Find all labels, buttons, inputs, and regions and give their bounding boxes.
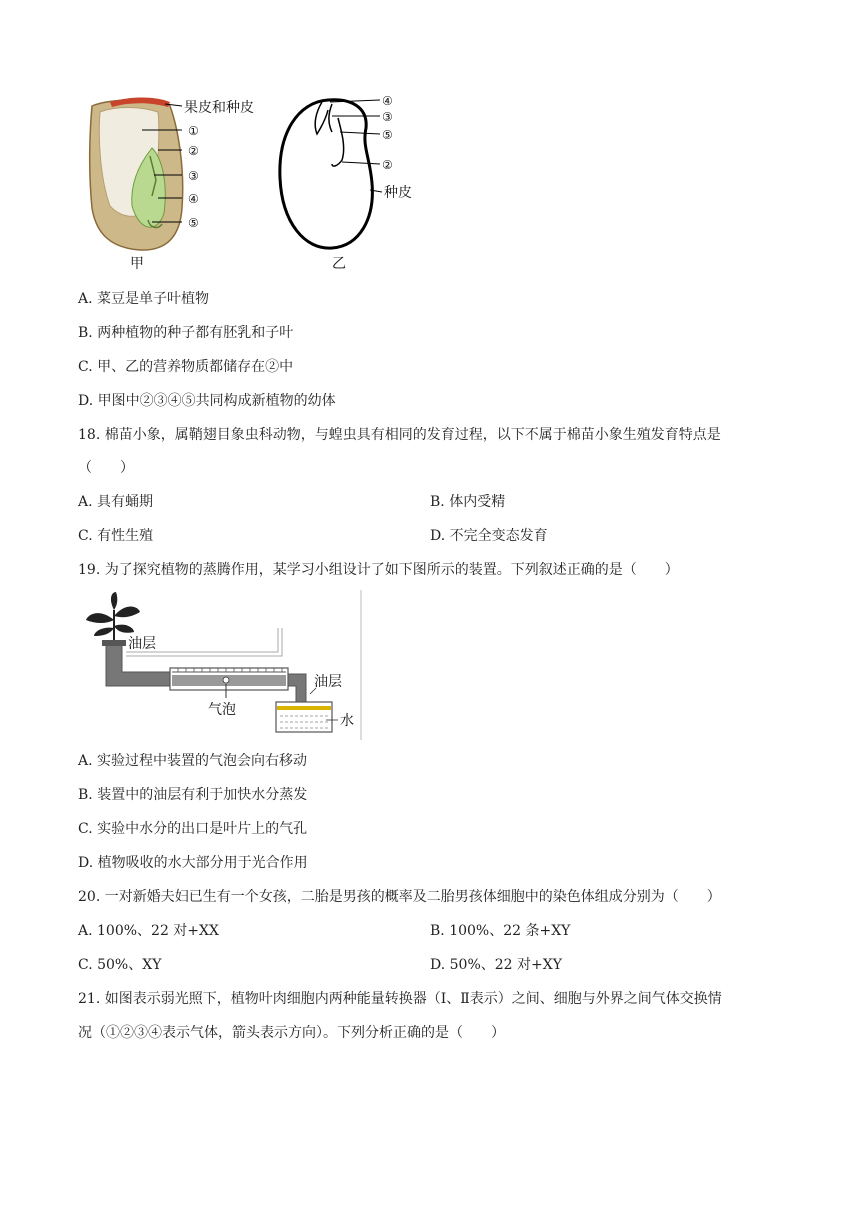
part-label: ⑤: [382, 128, 393, 142]
part-label: ③: [188, 169, 199, 183]
label-water: 水: [340, 713, 354, 729]
part-label: ②: [188, 144, 199, 158]
q17-option-b: B. 两种植物的种子都有胚乳和子叶: [78, 325, 294, 341]
label-pericarp-seedcoat: 果皮和种皮: [184, 100, 254, 116]
label-seedcoat: 种皮: [384, 185, 412, 201]
q19-option-c: C. 实验中水分的出口是叶片上的气孔: [78, 821, 308, 837]
q17-option-c: C. 甲、乙的营养物质都储存在②中: [78, 359, 294, 375]
q20-option-b: B. 100%、22 条+XY: [430, 923, 571, 939]
q18-option-c: C. 有性生殖: [78, 528, 154, 544]
q18-stem-line2: （ ）: [78, 460, 134, 476]
q17-option-a: A. 菜豆是单子叶植物: [78, 291, 210, 307]
q18-option-b: B. 体内受精: [430, 494, 506, 510]
part-label: ②: [382, 158, 393, 172]
bubble-icon: [223, 677, 229, 683]
q19-stem: 19. 为了探究植物的蒸腾作用，某学习小组设计了如下图所示的装置。下列叙述正确的是（ ）: [78, 562, 679, 578]
caption-yi: 乙: [332, 256, 346, 272]
transpiration-apparatus-figure: [78, 590, 368, 745]
label-oil-layer-right: 油层: [314, 674, 342, 690]
plant-icon: [86, 592, 140, 642]
q18-option-d: D. 不完全变态发育: [430, 528, 548, 544]
bean-seed-diagram: [280, 94, 412, 272]
label-bubble: 气泡: [208, 702, 236, 718]
part-label: ④: [188, 192, 199, 206]
q19-option-b: B. 装置中的油层有利于加快水分蒸发: [78, 787, 308, 803]
corn-seed-diagram: [90, 98, 254, 273]
seed-figure: [70, 88, 430, 273]
part-label: ④: [382, 94, 393, 108]
q20-option-a: A. 100%、22 对+XX: [78, 923, 219, 939]
q18-stem-line1: 18. 棉苗小象，属鞘翅目象虫科动物，与蝗虫具有相同的发育过程，以下不属于棉苗小象生殖发育特点是: [78, 427, 721, 443]
part-label: ③: [382, 110, 393, 124]
q18-option-a: A. 具有蛹期: [78, 494, 154, 510]
q17-option-d: D. 甲图中②③④⑤共同构成新植物的幼体: [78, 393, 336, 409]
label-oil-layer-top: 油层: [128, 636, 156, 652]
caption-jia: 甲: [130, 256, 144, 272]
q21-stem-line1: 21. 如图表示弱光照下，植物叶肉细胞内两种能量转换器（Ⅰ、Ⅱ表示）之间、细胞与外界之间气体交换情: [78, 991, 722, 1007]
part-label: ①: [188, 124, 199, 138]
q20-stem: 20. 一对新婚夫妇已生有一个女孩，二胎是男孩的概率及二胎男孩体细胞中的染色体组成分别为（ ）: [78, 889, 721, 905]
q19-option-d: D. 植物吸收的水大部分用于光合作用: [78, 855, 308, 871]
q21-stem-line2: 况（①②③④表示气体，箭头表示方向）。下列分析正确的是（ ）: [78, 1025, 505, 1041]
q20-option-c: C. 50%、XY: [78, 957, 162, 973]
q20-option-d: D. 50%、22 对+XY: [430, 957, 562, 973]
q19-option-a: A. 实验过程中装置的气泡会向右移动: [78, 753, 308, 769]
part-label: ⑤: [188, 216, 199, 230]
